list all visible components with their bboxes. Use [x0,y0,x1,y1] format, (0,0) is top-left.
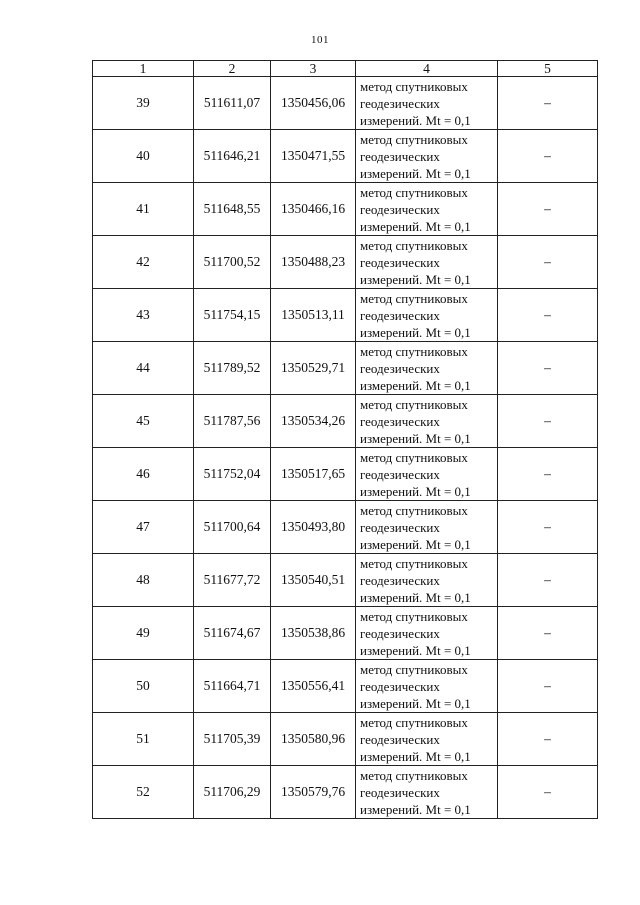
point-number-cell: 46 [93,448,194,501]
table-row [93,395,598,448]
method-text-line: метод спутниковых [360,78,468,94]
method-cell [356,77,498,130]
y-coordinate-cell: 1350456,06 [271,77,356,130]
method-text-line: геодезических [360,731,440,747]
method-cell [356,554,498,607]
note-cell: – [498,183,598,236]
x-coordinate-cell: 511674,67 [194,607,271,660]
method-cell [356,607,498,660]
x-coordinate-cell: 511648,55 [194,183,271,236]
method-text-line: измерений. Mt = 0,1 [360,483,471,499]
note-cell: – [498,501,598,554]
method-text-line: геодезических [360,572,440,588]
method-text-line: метод спутниковых [360,131,468,147]
x-coordinate-cell: 511700,64 [194,501,271,554]
y-coordinate-cell: 1350488,23 [271,236,356,289]
x-coordinate-cell: 511611,07 [194,77,271,130]
note-cell: – [498,130,598,183]
y-coordinate-cell: 1350471,55 [271,130,356,183]
method-cell [356,766,498,819]
y-coordinate-cell: 1350529,71 [271,342,356,395]
y-coordinate-cell: 1350580,96 [271,713,356,766]
column-header-2: 2 [194,61,271,77]
method-text-line: геодезических [360,148,440,164]
note-cell: – [498,236,598,289]
point-number-cell: 40 [93,130,194,183]
table-row [93,766,598,819]
column-header-5: 5 [498,61,598,77]
x-coordinate-cell: 511664,71 [194,660,271,713]
point-number-cell: 51 [93,713,194,766]
table-row [93,448,598,501]
method-cell [356,236,498,289]
column-header-4: 4 [356,61,498,77]
x-coordinate-cell: 511789,52 [194,342,271,395]
table-row [93,554,598,607]
method-text-line: измерений. Mt = 0,1 [360,695,471,711]
method-text-line: геодезических [360,360,440,376]
method-text-line: метод спутниковых [360,555,468,571]
table-row [93,236,598,289]
method-cell [356,183,498,236]
method-text-line: геодезических [360,625,440,641]
point-number-cell: 44 [93,342,194,395]
x-coordinate-cell: 511677,72 [194,554,271,607]
table-header [93,61,598,77]
point-number-cell: 49 [93,607,194,660]
x-coordinate-cell: 511700,52 [194,236,271,289]
y-coordinate-cell: 1350466,16 [271,183,356,236]
method-text-line: метод спутниковых [360,767,468,783]
method-text-line: геодезических [360,678,440,694]
point-number-cell: 52 [93,766,194,819]
y-coordinate-cell: 1350556,41 [271,660,356,713]
coordinates-table [92,60,598,819]
note-cell: – [498,554,598,607]
method-text-line: измерений. Mt = 0,1 [360,271,471,287]
y-coordinate-cell: 1350540,51 [271,554,356,607]
table-row [93,607,598,660]
method-cell [356,501,498,554]
method-cell [356,130,498,183]
method-text-line: метод спутниковых [360,184,468,200]
method-text-line: метод спутниковых [360,343,468,359]
method-text-line: измерений. Mt = 0,1 [360,642,471,658]
x-coordinate-cell: 511754,15 [194,289,271,342]
point-number-cell: 43 [93,289,194,342]
note-cell: – [498,713,598,766]
point-number-cell: 42 [93,236,194,289]
table-row [93,289,598,342]
x-coordinate-cell: 511705,39 [194,713,271,766]
column-header-1: 1 [93,61,194,77]
note-cell: – [498,766,598,819]
note-cell: – [498,77,598,130]
method-cell [356,713,498,766]
y-coordinate-cell: 1350517,65 [271,448,356,501]
table-row [93,501,598,554]
method-text-line: геодезических [360,466,440,482]
table-row [93,183,598,236]
method-text-line: метод спутниковых [360,661,468,677]
method-cell [356,660,498,713]
method-text-line: геодезических [360,413,440,429]
method-text-line: измерений. Mt = 0,1 [360,748,471,764]
y-coordinate-cell: 1350538,86 [271,607,356,660]
method-text-line: геодезических [360,784,440,800]
table-body [93,77,598,819]
method-text-line: метод спутниковых [360,449,468,465]
method-cell [356,448,498,501]
method-text-line: измерений. Mt = 0,1 [360,536,471,552]
point-number-cell: 41 [93,183,194,236]
note-cell: – [498,448,598,501]
method-text-line: метод спутниковых [360,502,468,518]
method-text-line: измерений. Mt = 0,1 [360,801,471,817]
table-row [93,130,598,183]
method-text-line: геодезических [360,254,440,270]
note-cell: – [498,289,598,342]
point-number-cell: 50 [93,660,194,713]
y-coordinate-cell: 1350579,76 [271,766,356,819]
header-row [93,61,598,77]
point-number-cell: 47 [93,501,194,554]
method-text-line: геодезических [360,519,440,535]
table-row [93,77,598,130]
method-text-line: метод спутниковых [360,290,468,306]
table-row [93,660,598,713]
x-coordinate-cell: 511706,29 [194,766,271,819]
method-text-line: измерений. Mt = 0,1 [360,218,471,234]
x-coordinate-cell: 511787,56 [194,395,271,448]
method-text-line: измерений. Mt = 0,1 [360,324,471,340]
method-text-line: измерений. Mt = 0,1 [360,589,471,605]
method-text-line: метод спутниковых [360,608,468,624]
method-text-line: метод спутниковых [360,714,468,730]
x-coordinate-cell: 511646,21 [194,130,271,183]
table-row [93,342,598,395]
point-number-cell: 39 [93,77,194,130]
page-number: 101 [311,34,329,46]
method-cell [356,342,498,395]
method-text-line: измерений. Mt = 0,1 [360,165,471,181]
note-cell: – [498,607,598,660]
column-header-3: 3 [271,61,356,77]
point-number-cell: 48 [93,554,194,607]
method-text-line: измерений. Mt = 0,1 [360,112,471,128]
method-cell [356,289,498,342]
method-text-line: измерений. Mt = 0,1 [360,377,471,393]
note-cell: – [498,660,598,713]
y-coordinate-cell: 1350534,26 [271,395,356,448]
x-coordinate-cell: 511752,04 [194,448,271,501]
y-coordinate-cell: 1350493,80 [271,501,356,554]
note-cell: – [498,342,598,395]
method-text-line: геодезических [360,307,440,323]
method-text-line: геодезических [360,201,440,217]
table-row [93,713,598,766]
y-coordinate-cell: 1350513,11 [271,289,356,342]
method-text-line: метод спутниковых [360,396,468,412]
method-text-line: измерений. Mt = 0,1 [360,430,471,446]
point-number-cell: 45 [93,395,194,448]
method-text-line: метод спутниковых [360,237,468,253]
note-cell: – [498,395,598,448]
method-text-line: геодезических [360,95,440,111]
method-cell [356,395,498,448]
